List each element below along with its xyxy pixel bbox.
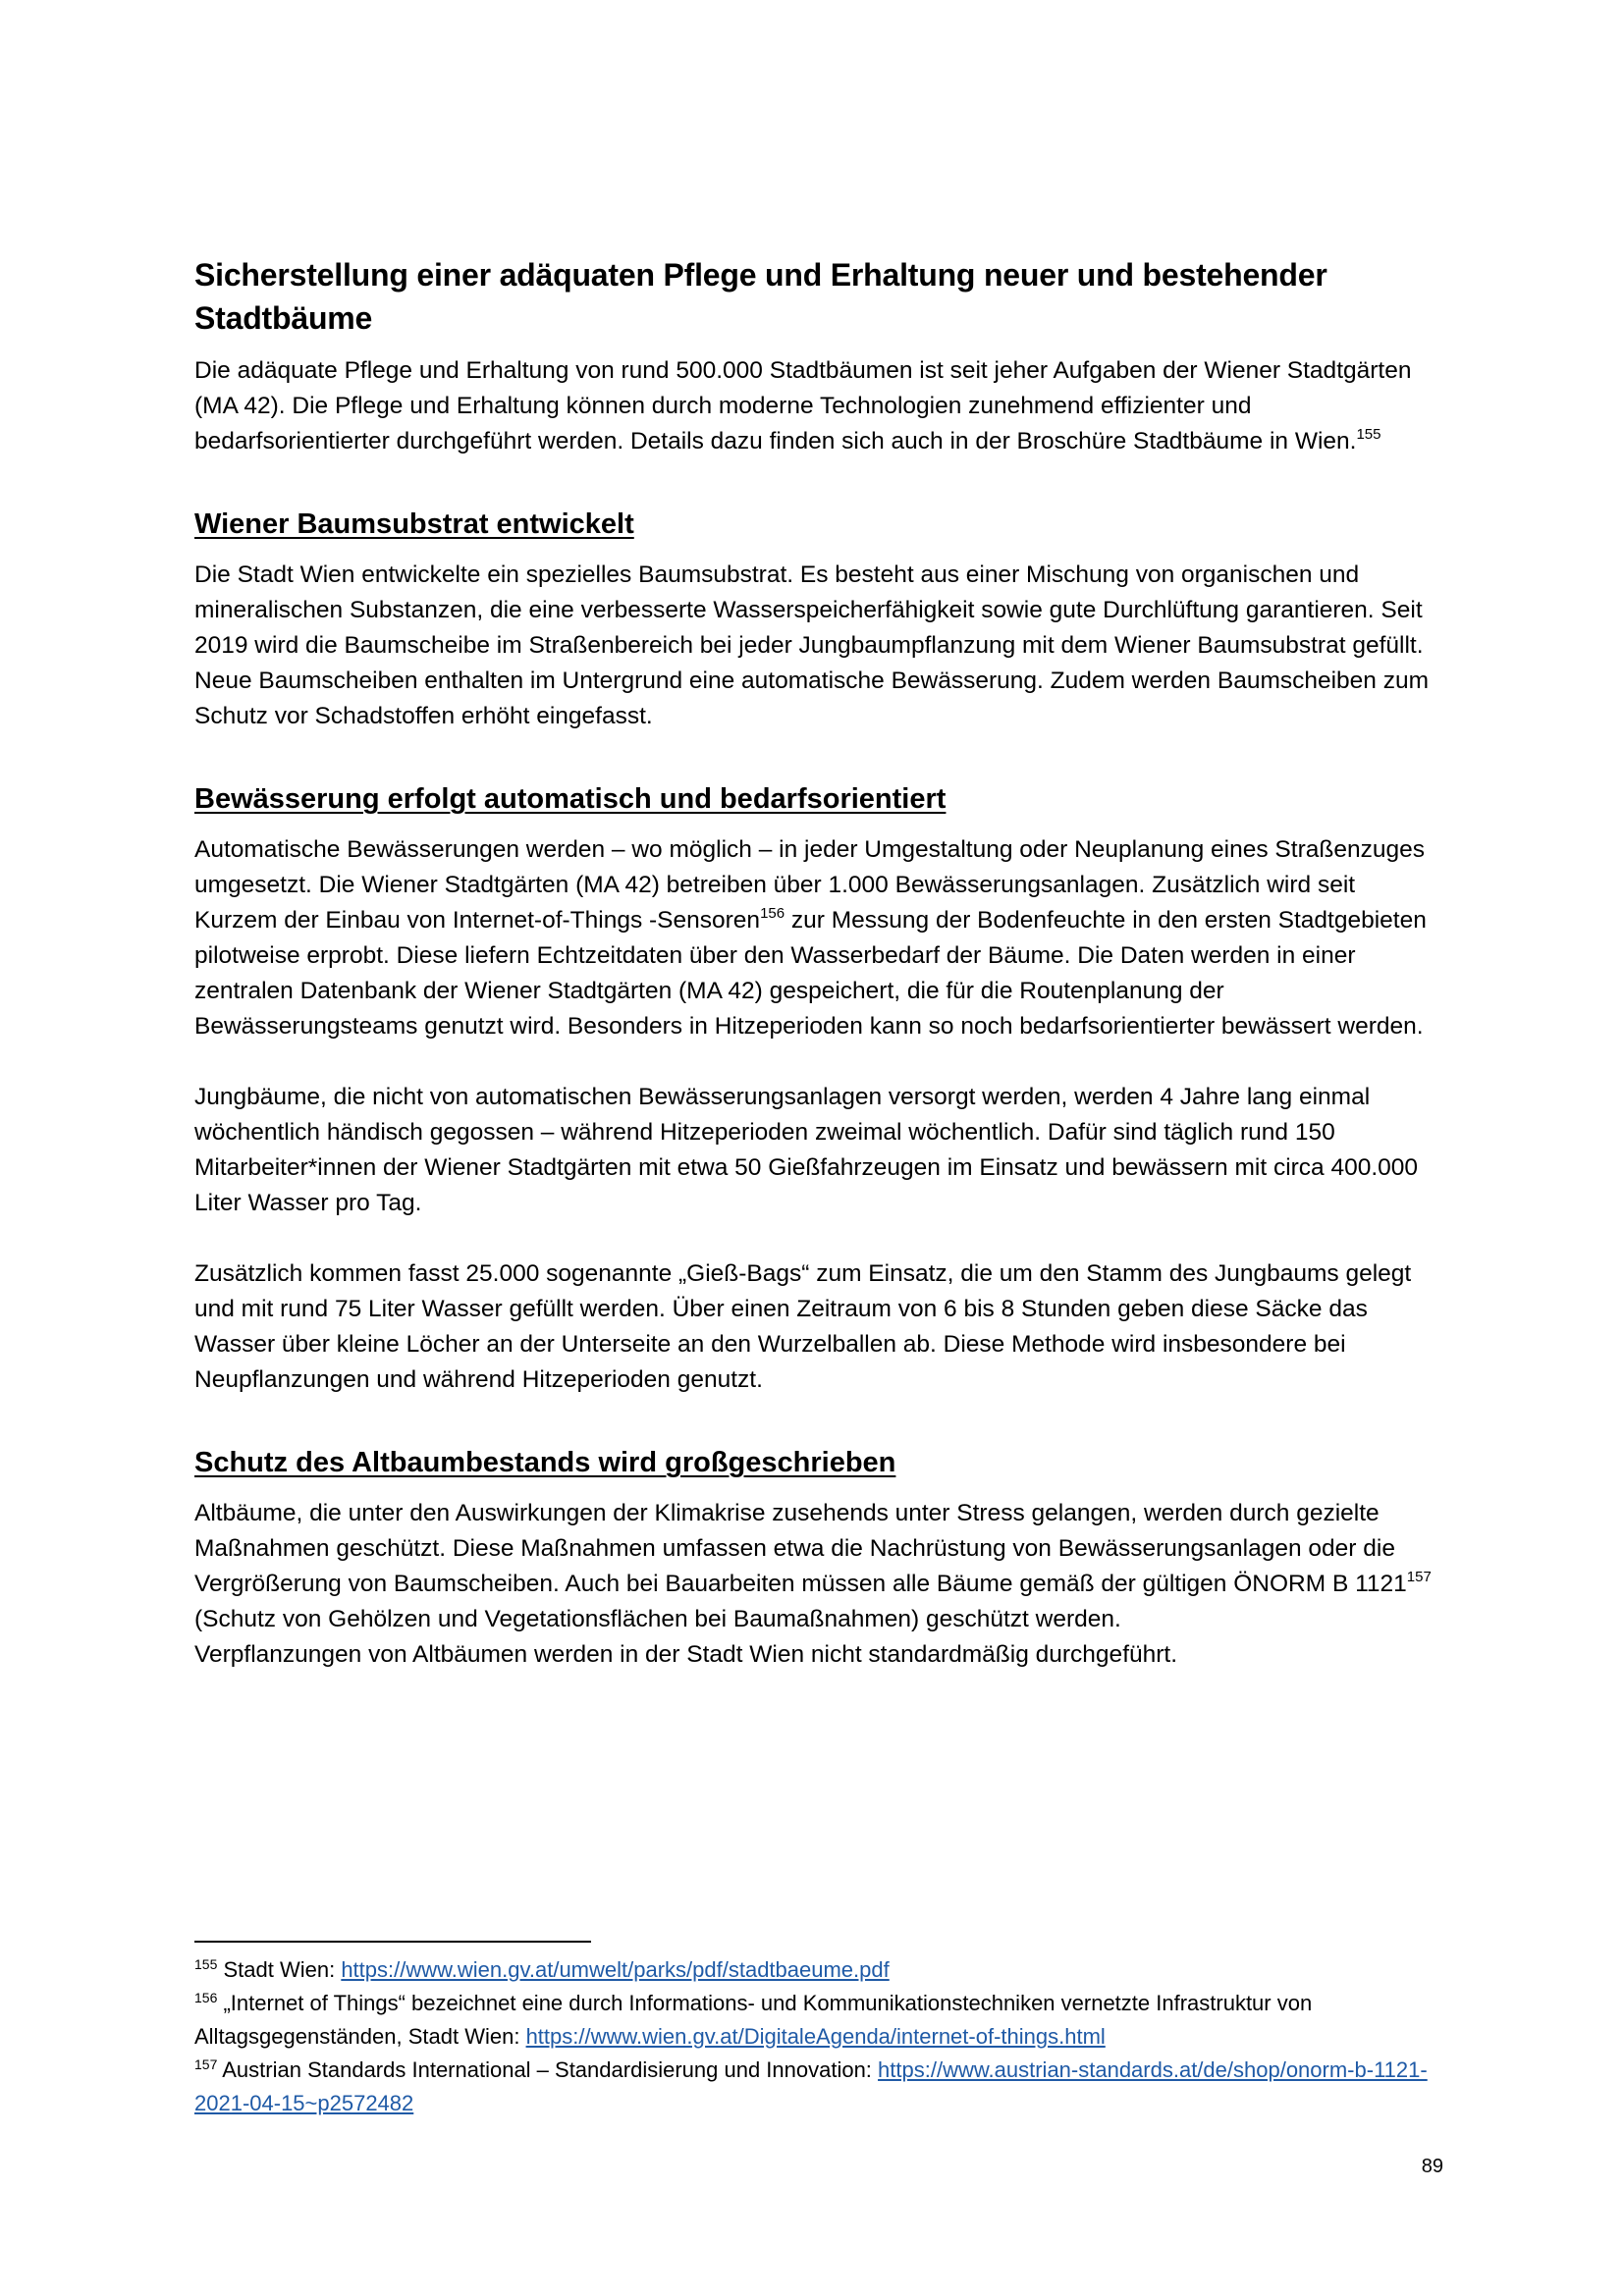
intro-text: Die adäquate Pflege und Erhaltung von rund 500.000 Stadtbäumen ist seit jeher Aufgaben der Wiener Stadtgärten (MA 42). Die Pflege und Erhaltung können durch moderne Technologien zunehmend effizienter und bedarfsorientierter durchgeführt werden. Details dazu finden sich auch in der Broschüre Stadtbäume in Wien. — [194, 357, 1412, 454]
footnote-155 — [194, 1953, 1441, 1987]
paragraph-text: (Schutz von Gehölzen und Vegetationsflächen bei Baumaßnahmen) geschützt werden. — [194, 1606, 1121, 1632]
section-heading-baumsubstrat: Wiener Baumsubstrat entwickelt — [194, 508, 634, 540]
footnotes — [194, 1953, 1441, 2120]
footnote-number: 155 — [194, 1956, 218, 1972]
footnote-157 — [194, 2054, 1441, 2120]
footnote-link-157[interactable]: https://www.austrian-standards.at/de/shop/onorm-b-1121-2021-04-15~p2572482 — [194, 2057, 1428, 2115]
footnote-text: Stadt Wien: — [217, 1957, 342, 1982]
paragraph-bewaesserung-3: Zusätzlich kommen fasst 25.000 sogenannte „Gieß-Bags“ zum Einsatz, die um den Stamm des Jungbaums gelegt und mit rund 75 Liter Wasser gefüllt werden. Über einen Zeitraum von 6 bis 8 Stunden geben diese Säcke das Wasser über kleine Löcher an der Unterseite an den Wurzelballen ab. Diese Methode wird insbesondere bei Neupflanzungen und während Hitzeperioden genutzt. — [194, 1260, 1412, 1393]
footnote-number: 156 — [194, 1990, 218, 2005]
footnote-text: Austrian Standards International – Standardisierung und Innovation: — [217, 2057, 879, 2082]
paragraph-altbaumbestand-2: Verpflanzungen von Altbäumen werden in der Stadt Wien nicht standardmäßig durchgeführt. — [194, 1641, 1178, 1668]
footnote-ref-155[interactable]: 155 — [1356, 426, 1381, 443]
section-heading-bewaesserung: Bewässerung erfolgt automatisch und bedarfsorientiert — [194, 783, 947, 815]
intro-paragraph — [194, 353, 1441, 459]
footnote-number: 157 — [194, 2056, 218, 2072]
footnote-link-156[interactable]: https://www.wien.gv.at/DigitaleAgenda/internet-of-things.html — [525, 2024, 1106, 2049]
page-heading: Sicherstellung einer adäquaten Pflege und Erhaltung neuer und bestehender Stadtbäume — [194, 257, 1327, 336]
paragraph-altbaumbestand-1 — [194, 1496, 1441, 1637]
paragraph-bewaesserung-2: Jungbäume, die nicht von automatischen Bewässerungsanlagen versorgt werden, werden 4 Jahre lang einmal wöchentlich händisch gegossen – während Hitzeperioden zweimal wöchentlich. Dafür sind täglich rund 150 Mitarbeiter*innen der Wiener Stadtgärten mit etwa 50 Gießfahrzeugen im Einsatz und bewässern mit circa 400.000 Liter Wasser pro Tag. — [194, 1084, 1419, 1216]
paragraph-text: zur Messung der Bodenfeuchte in den ersten Stadtgebieten pilotweise erprobt. Diese liefern Echtzeitdaten über den Wasserbedarf der Bäume. Die Daten werden in einer zentralen Datenbank der Wiener Stadtgärten (MA 42) gespeichert, die für die Routenplanung der Bewässerungsteams genutzt wird. Besonders in Hitzeperioden kann so noch bedarfsorientierter bewässert werden. — [194, 907, 1427, 1040]
paragraph-baumsubstrat: Die Stadt Wien entwickelte ein spezielles Baumsubstrat. Es besteht aus einer Mischung von organischen und mineralischen Substanzen, die eine verbesserte Wasserspeicherfähigkeit sowie gute Durchlüftung garantieren. Seit 2019 wird die Baumscheibe im Straßenbereich bei jeder Jungbaumpflanzung mit dem Wiener Baumsubstrat gefüllt. Neue Baumscheiben enthalten im Untergrund eine automatische Bewässerung. Zudem werden Baumscheiben zum Schutz vor Schadstoffen erhöht eingefasst. — [194, 561, 1430, 729]
page-number: 89 — [1421, 2156, 1443, 2177]
footnote-ref-156[interactable]: 156 — [760, 905, 785, 922]
footnote-text: „Internet of Things“ bezeichnet eine durch Informations- und Kommunikationstechniken vernetzte Infrastruktur von Alltagsgegenständen, Stadt Wien: — [194, 1991, 1313, 2049]
footnote-separator — [194, 1941, 591, 1943]
paragraph-text: Altbäume, die unter den Auswirkungen der Klimakrise zusehends unter Stress gelangen, werden durch gezielte Maßnahmen geschützt. Diese Maßnahmen umfassen etwa die Nachrüstung von Bewässerungsanlagen oder die Vergrößerung von Baumscheiben. Auch bei Bauarbeiten müssen alle Bäume gemäß der gültigen ÖNORM B 1121 — [194, 1500, 1407, 1597]
footnote-156 — [194, 1987, 1441, 2054]
main-content — [194, 253, 1441, 1673]
paragraph-bewaesserung-1 — [194, 832, 1441, 1044]
section-heading-altbaumbestand: Schutz des Altbaumbestands wird großgeschrieben — [194, 1447, 896, 1478]
footnote-ref-157[interactable]: 157 — [1406, 1569, 1432, 1585]
footnote-link-155[interactable]: https://www.wien.gv.at/umwelt/parks/pdf/stadtbaeume.pdf — [341, 1957, 890, 1982]
paragraph-text: Automatische Bewässerungen werden – wo möglich – in jeder Umgestaltung oder Neuplanung eines Straßenzuges umgesetzt. Die Wiener Stadtgärten (MA 42) betreiben über 1.000 Bewässerungsanlagen. Zusätzlich wird seit Kurzem der Einbau von Internet-of-Things -Sensoren — [194, 836, 1425, 934]
